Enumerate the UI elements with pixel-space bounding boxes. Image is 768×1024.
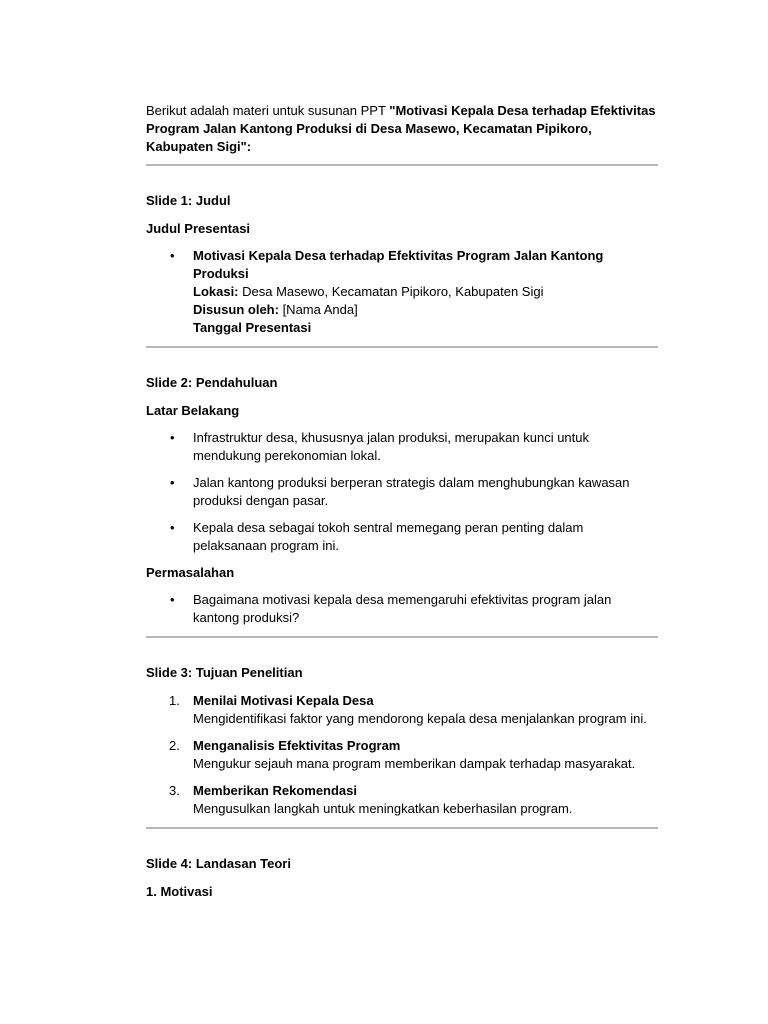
item-title: Memberikan Rekomendasi	[193, 783, 358, 798]
slide1-title-item: • Motivasi Kepala Desa terhadap Efektivitas Program Jalan Kantong Produksi	[193, 248, 604, 281]
slide1-tanggal: Tanggal Presentasi	[193, 320, 312, 335]
slide1-list	[146, 247, 658, 337]
slide3-heading: Slide 3: Tujuan Penelitian	[146, 665, 303, 680]
masalah-heading: Permasalahan	[146, 565, 235, 580]
intro-prefix: Berikut adalah materi untuk susunan PPT	[146, 103, 390, 118]
list-item: • Jalan kantong produksi berperan strategis dalam menghubungkan kawasan produksi dengan pasar.	[146, 474, 658, 510]
lokasi-label: Lokasi:	[193, 284, 239, 299]
latar-heading: Latar Belakang	[146, 403, 240, 418]
slide4-sub1: 1. Motivasi	[146, 884, 213, 899]
slide2-heading: Slide 2: Pendahuluan	[146, 375, 278, 390]
item-title: Menganalisis Efektivitas Program	[193, 738, 401, 753]
tujuan-list	[146, 692, 658, 818]
item-number: 1.	[169, 693, 180, 708]
item-number: 2.	[169, 738, 180, 753]
slide1-heading: Slide 1: Judul	[146, 193, 231, 208]
item-title: Menilai Motivasi Kepala Desa	[193, 693, 374, 708]
disusun-value: [Nama Anda]	[278, 302, 358, 317]
disusun-label: Disusun oleh:	[193, 302, 279, 317]
item-desc: Mengukur sejauh mana program memberikan dampak terhadap masyarakat.	[193, 756, 636, 771]
slide1-subheading: Judul Presentasi	[146, 221, 251, 236]
intro-paragraph	[146, 102, 658, 156]
list-item	[146, 692, 658, 728]
item-desc: Mengidentifikasi faktor yang mendorong kepala desa menjalankan program ini.	[193, 711, 647, 726]
list-item: • Kepala desa sebagai tokoh sentral memegang peran penting dalam pelaksanaan program ini.	[146, 519, 658, 555]
divider	[146, 164, 658, 166]
divider	[146, 636, 658, 638]
list-item	[146, 782, 658, 818]
divider	[146, 346, 658, 348]
intro-suffix: :	[246, 139, 252, 154]
intro-title: "Motivasi Kepala Desa terhadap Efektivitas Program Jalan Kantong Produksi di Desa Masewo, Kecamatan Pipikoro, Kabupaten Sigi"	[146, 103, 656, 154]
slide1-disusun	[193, 301, 658, 319]
document-content	[146, 102, 658, 911]
list-item: • Bagaimana motivasi kepala desa memengaruhi efektivitas program jalan kantong produksi?	[146, 591, 658, 627]
latar-list	[146, 429, 658, 555]
item-number: 3.	[169, 783, 180, 798]
list-item: • Infrastruktur desa, khususnya jalan produksi, merupakan kunci untuk mendukung perekonomian lokal.	[146, 429, 658, 465]
item-desc: Mengusulkan langkah untuk meningkatkan keberhasilan program.	[193, 801, 573, 816]
list-item	[146, 247, 658, 337]
list-item	[146, 737, 658, 773]
slide4-heading: Slide 4: Landasan Teori	[146, 856, 291, 871]
lokasi-value: Desa Masewo, Kecamatan Pipikoro, Kabupaten Sigi	[238, 284, 544, 299]
masalah-list	[146, 591, 658, 627]
slide1-lokasi	[193, 283, 658, 301]
divider	[146, 827, 658, 829]
